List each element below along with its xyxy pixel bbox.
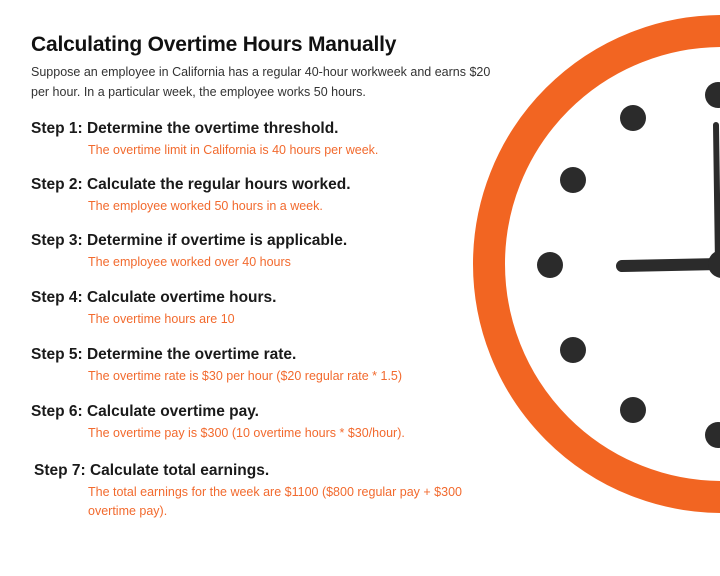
step-detail: The employee worked 50 hours in a week.	[88, 199, 323, 213]
intro-text: Suppose an employee in California has a regular 40-hour workweek and earns $20 per hour. In a particular week, the employee works 50 hours.	[31, 65, 491, 99]
page-title: Calculating Overtime Hours Manually	[31, 33, 397, 56]
step-2	[31, 176, 488, 216]
step-5	[31, 346, 488, 386]
step-heading: Step 2: Calculate the regular hours worked.	[31, 176, 351, 193]
step-detail: The total earnings for the week are $1100 ($800 regular pay + $300 overtime pay).	[88, 485, 462, 518]
step-heading: Step 7: Calculate total earnings.	[34, 462, 270, 479]
step-7	[34, 462, 488, 521]
clock-hour-hand	[622, 264, 720, 266]
step-heading: Step 1: Determine the overtime threshold.	[31, 120, 339, 137]
step-detail: The overtime rate is $30 per hour ($20 regular rate * 1.5)	[88, 369, 403, 383]
step-1	[31, 120, 488, 160]
step-4	[31, 289, 488, 329]
clock-minute-hand	[716, 125, 718, 264]
step-detail: The overtime limit in California is 40 hours per week.	[88, 143, 379, 157]
step-heading: Step 5: Determine the overtime rate.	[31, 346, 297, 363]
step-detail: The overtime hours are 10	[88, 312, 235, 326]
step-6	[31, 403, 488, 443]
step-detail: The overtime pay is $300 (10 overtime hours * $30/hour).	[88, 426, 405, 440]
step-heading: Step 6: Calculate overtime pay.	[31, 403, 259, 420]
step-detail: The employee worked over 40 hours	[88, 255, 291, 269]
step-heading: Step 3: Determine if overtime is applicable.	[31, 232, 348, 249]
step-heading: Step 4: Calculate overtime hours.	[31, 289, 277, 306]
step-3	[31, 232, 488, 272]
